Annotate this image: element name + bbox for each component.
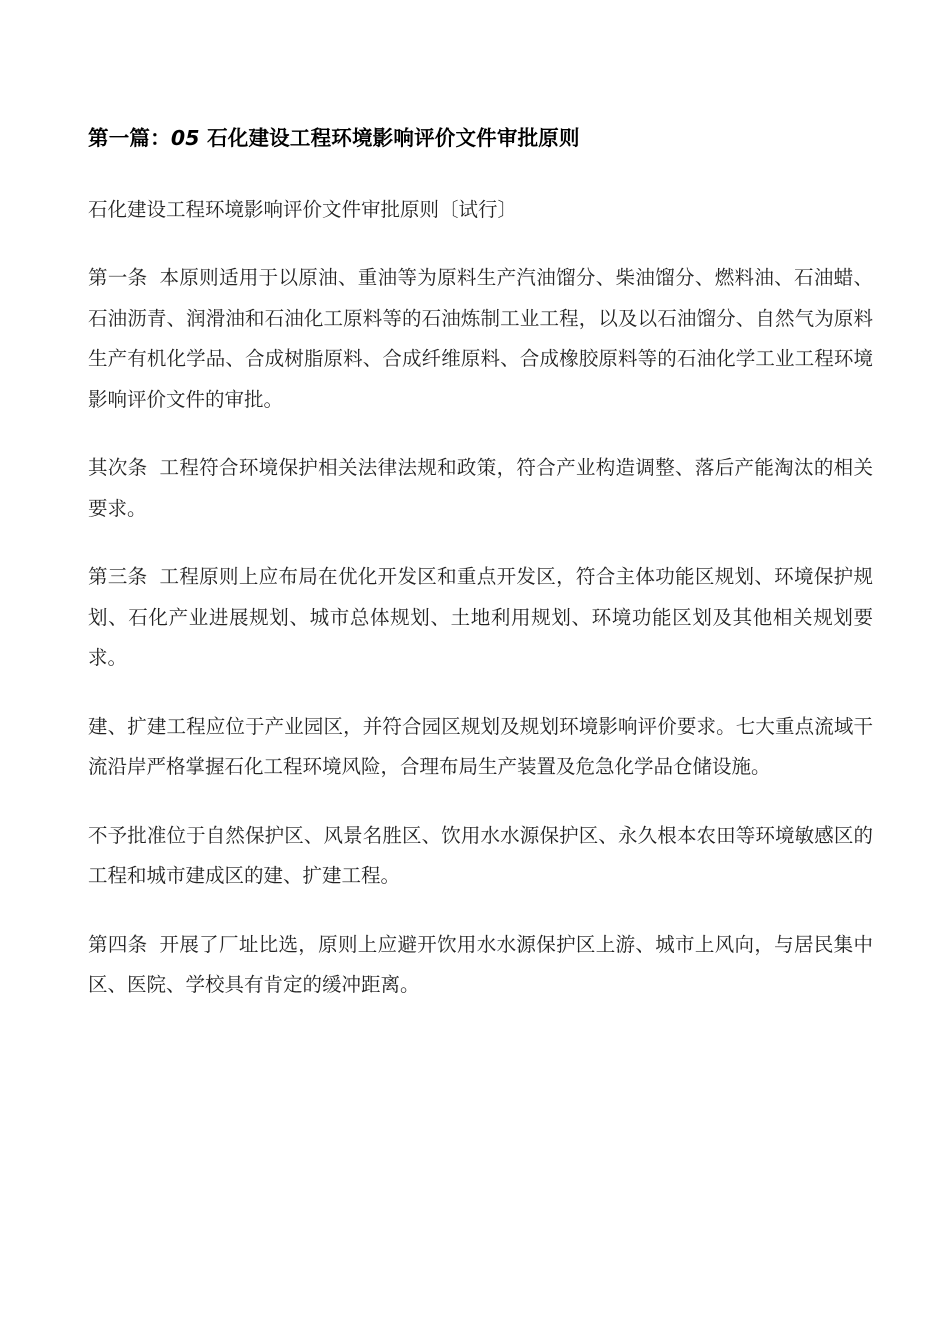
paragraph-article-1 bbox=[88, 258, 873, 420]
paragraph-text: 建、扩建工程应位于产业园区，并符合园区规划及规划环境影响评价要求。七大重点流域干流沿岸严格掌握石化工程环境风险，合理布局生产装置及危急化学品仓储设施。 bbox=[88, 714, 873, 778]
paragraph-article-4 bbox=[88, 925, 873, 1006]
article-label: 其次条 bbox=[88, 456, 148, 479]
paragraph-text: 工程符合环境保护相关法律法规和政策，符合产业构造调整、落后产能淘汰的相关要求。 bbox=[88, 456, 873, 520]
paragraph-text: 开展了厂址比选，原则上应避开饮用水水源保护区上游、城市上风向，与居民集中区、医院、学校具有肯定的缓冲距离。 bbox=[88, 932, 873, 996]
paragraph-article-3 bbox=[88, 557, 873, 679]
title-text: 石化建设工程环境影响评价文件审批原则 bbox=[199, 126, 580, 150]
document-body bbox=[88, 118, 873, 1006]
paragraph-not-approved bbox=[88, 816, 873, 897]
paragraph-text: 本原则适用于以原油、重油等为原料生产汽油馏分、柴油馏分、燃料油、石油蜡、石油沥青、润滑油和石油化工原料等的石油炼制工业工程，以及以石油馏分、自然气为原料生产有机化学品、合成树脂原料、合成纤维原料、合成橡胶原料等的石油化学工业工程环境影响评价文件的审批。 bbox=[88, 266, 873, 411]
title-prefix: 第一篇： bbox=[88, 126, 171, 150]
article-label: 第一条 bbox=[88, 266, 148, 289]
title-number: 05 bbox=[170, 126, 200, 150]
paragraph-article-2 bbox=[88, 448, 873, 529]
article-label: 第三条 bbox=[88, 565, 148, 588]
article-label: 第四条 bbox=[88, 932, 148, 956]
paragraph-text: 不予批准位于自然保护区、风景名胜区、饮用水水源保护区、永久根本农田等环境敏感区的工程和城市建成区的建、扩建工程。 bbox=[88, 823, 873, 887]
document-subtitle: 石化建设工程环境影响评价文件审批原则〔试行〕 bbox=[88, 198, 518, 221]
paragraph-expansion-projects bbox=[88, 707, 873, 788]
document-title bbox=[88, 118, 873, 158]
paragraph-text: 工程原则上应布局在优化开发区和重点开发区，符合主体功能区规划、环境保护规划、石化产业进展规划、城市总体规划、土地利用规划、环境功能区划及其他相关规划要求。 bbox=[88, 565, 873, 669]
